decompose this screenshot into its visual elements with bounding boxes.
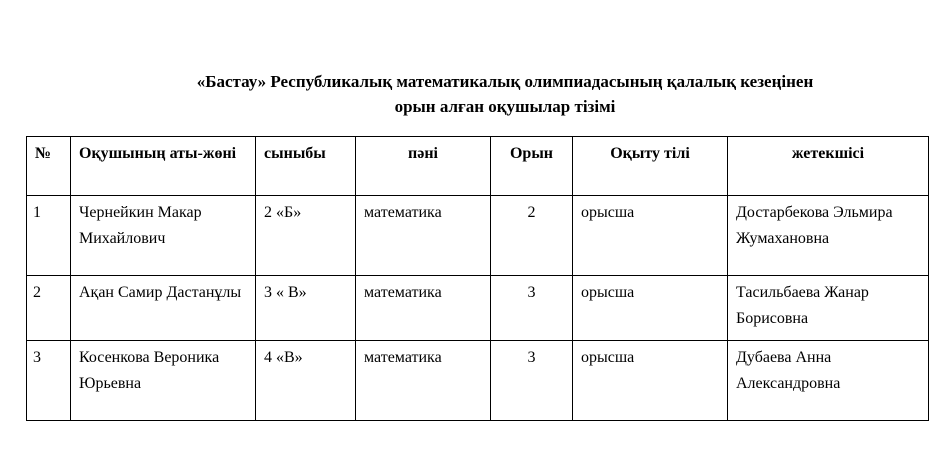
cell-number: 3 [27, 341, 71, 421]
cell-subject: математика [356, 276, 491, 341]
cell-language: орысша [573, 276, 728, 341]
cell-supervisor: Дубаева Анна Александровна [728, 341, 929, 421]
cell-student-name: Косенкова Вероника Юрьевна [71, 341, 256, 421]
header-language: Оқыту тілі [573, 137, 728, 196]
cell-student-name: Чернейкин Макар Михайлович [71, 196, 256, 276]
table-row [27, 341, 929, 421]
header-student-name: Оқушының аты-жөні [71, 137, 256, 196]
cell-subject: математика [356, 341, 491, 421]
header-supervisor: жетекшісі [728, 137, 929, 196]
table-header-row [27, 137, 929, 196]
header-place: Орын [491, 137, 573, 196]
table-row [27, 276, 929, 341]
document-title-line-2: орын алған оқушылар тізімі [394, 97, 616, 116]
cell-number: 2 [27, 276, 71, 341]
students-table [26, 136, 929, 421]
cell-supervisor: Достарбекова Эльмира Жумахановна [728, 196, 929, 276]
document-title-line-1: «Бастау» Республикалық математикалық олимпиадасының қалалық кезеңінен [196, 72, 814, 91]
header-number: № [27, 137, 71, 196]
table-row [27, 196, 929, 276]
cell-number: 1 [27, 196, 71, 276]
cell-subject: математика [356, 196, 491, 276]
cell-supervisor: Тасильбаева Жанар Борисовна [728, 276, 929, 341]
cell-language: орысша [573, 196, 728, 276]
cell-grade: 2 «Б» [256, 196, 356, 276]
cell-grade: 4 «В» [256, 341, 356, 421]
cell-place: 2 [491, 196, 573, 276]
header-subject: пәні [356, 137, 491, 196]
cell-student-name: Ақан Самир Дастанұлы [71, 276, 256, 341]
cell-grade: 3 « В» [256, 276, 356, 341]
cell-place: 3 [491, 276, 573, 341]
cell-language: орысша [573, 341, 728, 421]
cell-place: 3 [491, 341, 573, 421]
header-grade: сыныбы [256, 137, 356, 196]
